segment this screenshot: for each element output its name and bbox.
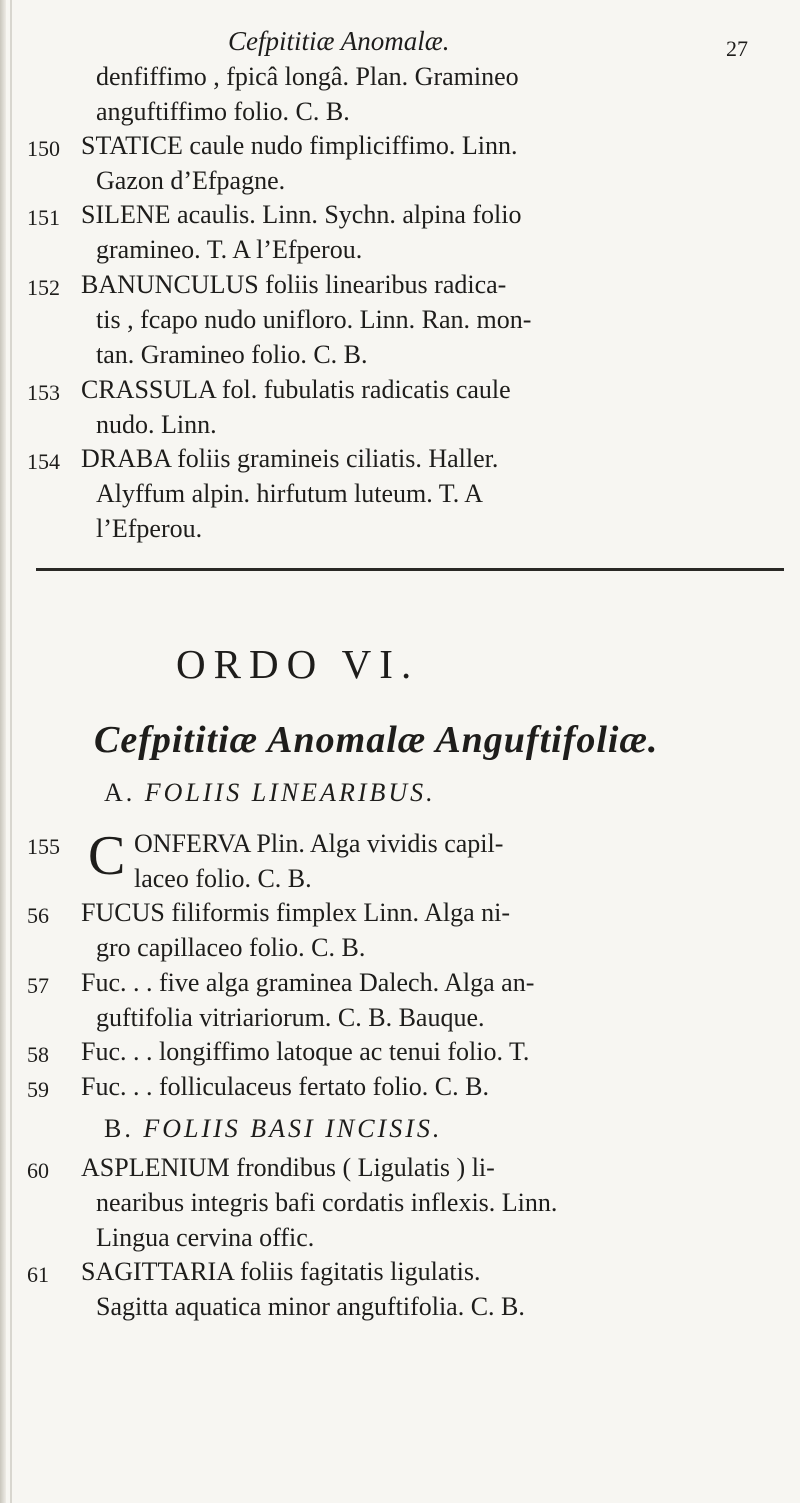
entry-number: 155 bbox=[27, 834, 60, 859]
entry-line: ASPLENIUM frondibus ( Ligulatis ) li- bbox=[81, 1153, 495, 1182]
entry-line: gramineo. T. A l’Efperou. bbox=[96, 235, 363, 264]
entry-line: FUCUS filiformis fimplex Linn. Alga ni- bbox=[81, 898, 510, 927]
entry-line: Alyffum alpin. hirfutum luteum. T. A bbox=[96, 479, 484, 508]
entry-line: anguftiffimo folio. C. B. bbox=[96, 97, 350, 126]
ordo-heading: ORDO VI. bbox=[176, 641, 420, 687]
entry-line: tan. Gramineo folio. C. B. bbox=[96, 340, 368, 369]
entry-line: STATICE caule nudo fimpliciffimo. Linn. bbox=[81, 131, 518, 160]
entry-line: Gazon d’Efpagne. bbox=[96, 166, 286, 195]
entry-line: Fuc. . . longiffimo latoque ac tenui folio. T. bbox=[81, 1037, 530, 1066]
subheading-text: FOLIIS BASI INCISIS. bbox=[143, 1114, 443, 1143]
entry-line: l’Efperou. bbox=[96, 514, 203, 543]
entry-line: nearibus integris bafi cordatis inflexis. Linn. bbox=[96, 1188, 558, 1217]
subheading-text: FOLIIS LINEARIBUS. bbox=[144, 778, 436, 807]
entry-line: laceo folio. C. B. bbox=[134, 864, 312, 893]
section-rule bbox=[36, 568, 784, 571]
entry-line: Fuc. . . five alga graminea Dalech. Alga an- bbox=[81, 968, 535, 997]
entry-line: Sagitta aquatica minor anguftifolia. C. B. bbox=[96, 1292, 525, 1321]
subheading-b bbox=[104, 1114, 442, 1144]
subheading-letter: A. bbox=[104, 778, 136, 807]
entry-number: 56 bbox=[27, 903, 49, 928]
entry-line: gro capillaceo folio. C. B. bbox=[96, 933, 366, 962]
entry-line: guftifolia vitriariorum. C. B. Bauque. bbox=[96, 1003, 485, 1032]
page-number: 27 bbox=[726, 36, 748, 61]
running-head: Cefpititiæ Anomalæ. bbox=[228, 26, 450, 56]
entry-line: Lingua cervina offic. bbox=[96, 1223, 315, 1252]
entry-number: 57 bbox=[27, 973, 49, 998]
entry-number: 152 bbox=[27, 275, 60, 300]
entry-number: 61 bbox=[27, 1262, 49, 1287]
section-title: Cefpititiæ Anomalæ Anguftifoliæ. bbox=[94, 719, 659, 761]
entry-line: tis , fcapo nudo unifloro. Linn. Ran. mon- bbox=[96, 305, 532, 334]
entry-line: SILENE acaulis. Linn. Sychn. alpina folio bbox=[81, 200, 522, 229]
entry-line: nudo. Linn. bbox=[96, 410, 217, 439]
subheading-a bbox=[104, 778, 436, 808]
binding-gutter bbox=[0, 0, 6, 1503]
entry-line: ONFERVA Plin. Alga vividis capil- bbox=[134, 829, 504, 858]
drop-cap: C bbox=[88, 825, 126, 887]
entry-line: SAGITTARIA foliis fagitatis ligulatis. bbox=[81, 1257, 481, 1286]
entry-number: 153 bbox=[27, 380, 60, 405]
entry-line: BANUNCULUS foliis linearibus radica- bbox=[81, 270, 507, 299]
entry-line: DRABA foliis gramineis ciliatis. Haller. bbox=[81, 444, 499, 473]
binding-edge bbox=[10, 0, 12, 1503]
entry-number: 150 bbox=[27, 136, 60, 161]
entry-line: CRASSULA fol. fubulatis radicatis caule bbox=[81, 375, 511, 404]
entry-line: denfiffimo , fpicâ longâ. Plan. Gramineo bbox=[96, 62, 519, 91]
entry-number: 151 bbox=[27, 205, 60, 230]
entry-number: 60 bbox=[27, 1158, 49, 1183]
entry-number: 58 bbox=[27, 1042, 49, 1067]
entry-line: Fuc. . . folliculaceus fertato folio. C. B. bbox=[81, 1072, 489, 1101]
subheading-letter: B. bbox=[104, 1114, 134, 1143]
entry-number: 59 bbox=[27, 1077, 49, 1102]
entry-number: 154 bbox=[27, 449, 60, 474]
